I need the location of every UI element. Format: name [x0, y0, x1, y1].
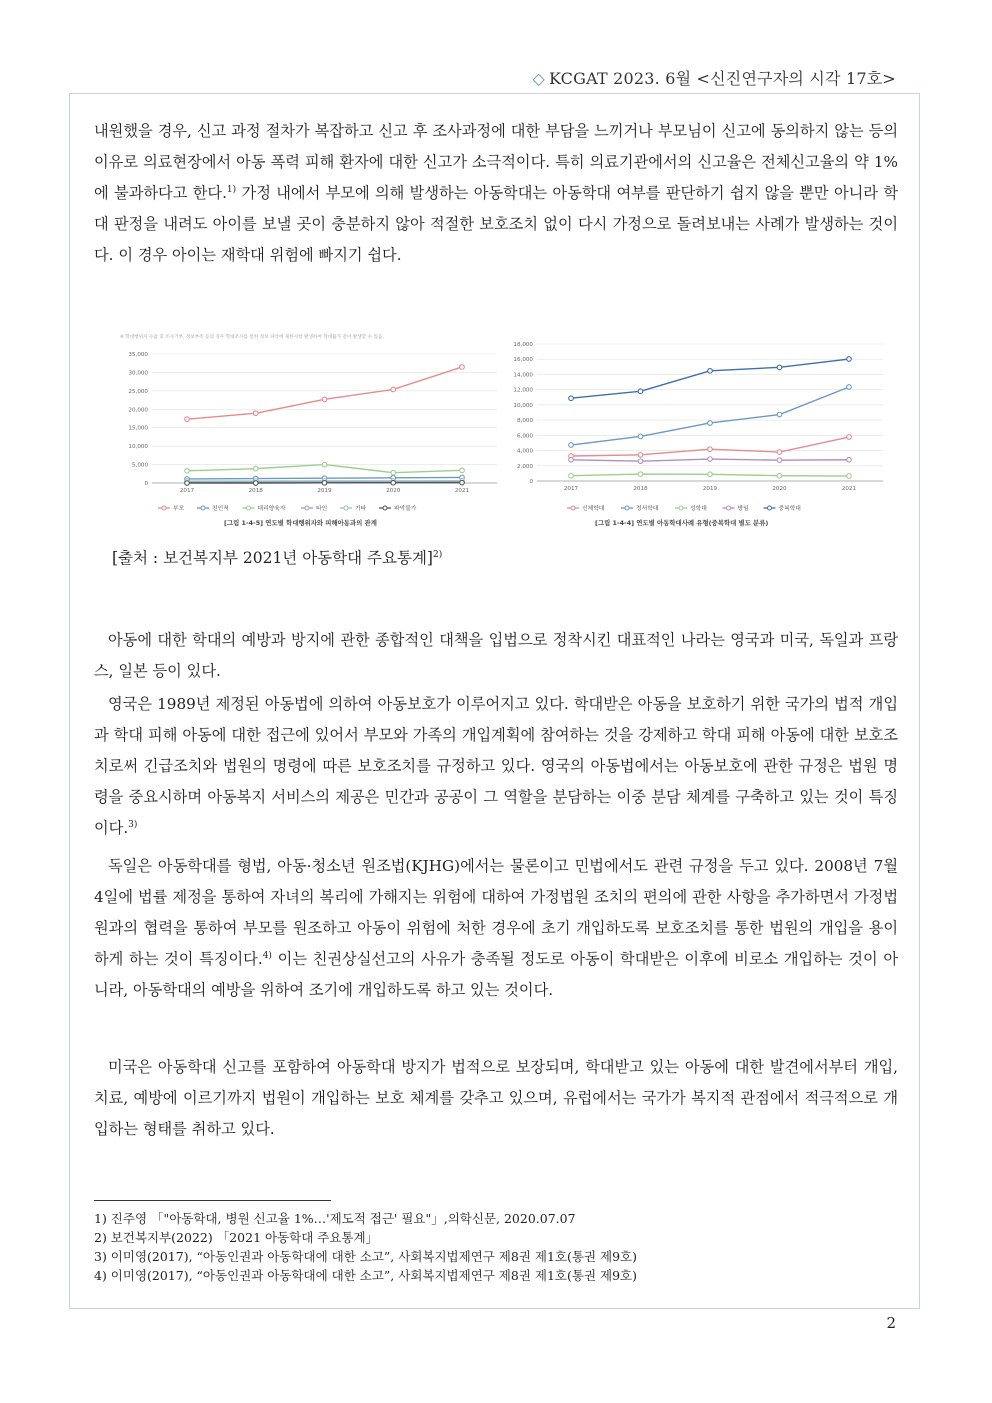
data-point — [708, 472, 713, 477]
footnote-divider — [94, 1200, 331, 1201]
x-tick-label: 2019 — [702, 486, 718, 492]
data-point — [708, 457, 713, 462]
legend-marker — [383, 506, 387, 510]
y-tick-label: 25,000 — [128, 388, 148, 395]
y-tick-label: 16,000 — [513, 357, 533, 364]
data-point — [460, 365, 465, 370]
data-point — [638, 389, 643, 394]
chart-abuse-types — [505, 334, 897, 532]
y-tick-label: 4,000 — [516, 448, 533, 455]
data-point — [847, 457, 852, 462]
legend-label: 대리양육자 — [257, 506, 286, 512]
legend-label: 성학대 — [690, 506, 707, 512]
data-point — [391, 387, 396, 392]
y-tick-label: 0 — [529, 479, 533, 485]
data-point — [253, 466, 258, 471]
x-tick-label: 2021 — [841, 486, 857, 492]
paragraph-text: 가정 내에서 부모에 의해 발생하는 아동학대는 아동학대 여부를 판단하기 쉽지 않을 뿐만 아니라 학대 판정을 내려도 아이를 보낼 곳이 충분하지 않아 적절한 보호조치 없이 다시 가정으로 돌려보내는 사례가 발생하는 것이다. 이 경우 아이는 재학대 위험에 빠지기 쉽다. — [94, 184, 899, 264]
data-point — [847, 435, 852, 440]
chart-note: ※ 학대행위자 수값 및 조사거부, 정보부족 등의 경우 학대조사를 통한 정보 파악에 제한사항 발생하여 학대률가 같이 발생할 수 있음. — [120, 335, 384, 340]
series-line — [571, 359, 849, 398]
y-tick-label: 10,000 — [513, 402, 533, 409]
paragraph-1 — [94, 116, 898, 271]
y-tick-label: 18,000 — [513, 342, 533, 348]
legend-marker — [571, 506, 575, 510]
y-tick-label: 30,000 — [128, 370, 148, 377]
y-tick-label: 20,000 — [128, 407, 148, 414]
paragraph-5: 미국은 아동학대 신고를 포함하여 아동학대 방지가 법적으로 보장되며, 학대받고 있는 아동에 대한 발견에서부터 개입, 치료, 예방에 이르기까지 법원이 개입하는 보호 체계를 갖추고 있으며, 유럽에서는 국가가 복지적 관점에서 적극적으로 개입하는 형태를 취하고 있다. — [94, 1058, 898, 1138]
legend-marker — [162, 506, 166, 510]
legend-marker — [247, 506, 251, 510]
chart-title: [그림 1-4-5] 연도별 학대행위자와 피해아동과의 관계 — [224, 519, 377, 527]
diamond-icon: ◇ — [532, 69, 545, 88]
data-point — [708, 421, 713, 426]
legend-label: 타인 — [316, 506, 328, 512]
legend-marker — [305, 506, 309, 510]
data-point — [460, 480, 465, 485]
data-point — [777, 365, 782, 370]
data-point — [322, 481, 327, 486]
data-point — [569, 396, 574, 401]
data-point — [777, 458, 782, 463]
data-point — [569, 457, 574, 462]
footnote-ref: 3) — [128, 819, 138, 830]
x-tick-label: 2020 — [772, 486, 787, 492]
legend-label: 친인척 — [212, 506, 229, 512]
chart-title: [그림 1-4-4] 연도별 아동학대사례 유형(중복학대 별도 분류) — [595, 519, 769, 527]
y-tick-label: 2,000 — [516, 463, 533, 470]
data-point — [322, 397, 327, 402]
x-tick-label: 2018 — [633, 486, 648, 492]
paragraph-text: 영국은 1989년 제정된 아동법에 의하여 아동보호가 이루어지고 있다. 학대받은 아동을 보호하기 위한 국가의 법적 개입과 학대 피해 아동에 대한 접근에 있어서 부모와 가족의 개입계획에 참여하는 것을 강제하고 학대 피해 아동에 대한 보호조치로써 긴급조치와 법원의 명령에 따른 보호조치를 규정하고 있다. 영국의 아동법에서는 아동보호에 관한 규정은 법원 명령을 중요시하며 아동복지 서비스의 제공은 민간과 공공이 그 역할을 분담하는 이중 분담 체계를 구축하고 있는 것이 특징이다. — [94, 695, 898, 837]
paragraph-text: 내원했을 경우, 신고 과정 절차가 복잡하고 신고 후 조사과정에 대한 부담을 느끼거나 부모님이 신고에 동의하지 않는 등의 이유로 의료현장에서 아동 폭력 피해 환자에 대한 신고가 소극적이다. 특히 의료기관에서의 신고율은 전체신고율의 약 1%에 불과하다고 한다. — [94, 122, 898, 202]
data-point — [847, 385, 852, 390]
legend-label: 방임 — [737, 506, 749, 512]
series-line — [571, 387, 849, 445]
data-point — [569, 473, 574, 478]
data-point — [253, 411, 258, 416]
data-point — [638, 434, 643, 439]
x-tick-label: 2018 — [248, 488, 263, 494]
y-tick-label: 14,000 — [513, 372, 533, 379]
legend-marker — [344, 506, 348, 510]
legend-label: 파악불가 — [394, 506, 417, 512]
footnote-2: 2) 보건복지부(2022) 「2021 아동학대 주요통계」 — [94, 1230, 379, 1245]
figure-caption — [112, 546, 442, 568]
data-point — [391, 480, 396, 485]
y-tick-label: 0 — [144, 481, 148, 487]
data-point — [322, 462, 327, 467]
header-text: KCGAT 2023. 6월 <신진연구자의 시각 17호> — [548, 69, 896, 88]
footnote-ref: 2) — [432, 549, 443, 560]
paragraph-3 — [94, 689, 898, 844]
legend-label: 기타 — [355, 506, 367, 512]
data-point — [847, 474, 852, 479]
data-point — [185, 469, 190, 474]
data-point — [777, 473, 782, 478]
y-tick-label: 5,000 — [131, 462, 148, 469]
x-tick-label: 2019 — [317, 488, 332, 494]
x-tick-label: 2020 — [386, 488, 401, 494]
footnote-4: 4) 이미영(2017), “아동인권과 아동학대에 대한 소고”, 사회복지법제연구 제8권 제1호(통권 제9호) — [94, 1268, 637, 1283]
y-tick-label: 12,000 — [513, 387, 533, 394]
data-point — [777, 450, 782, 455]
legend-marker — [679, 506, 683, 510]
legend-marker — [768, 506, 772, 510]
data-point — [638, 472, 643, 477]
paragraph-2: 아동에 대한 학대의 예방과 방지에 관한 종합적인 대책을 입법으로 정착시킨 대표적인 나라는 영국과 미국, 독일과 프랑스, 일본 등이 있다. — [94, 631, 898, 680]
x-tick-label: 2017 — [179, 488, 195, 494]
legend-label: 부모 — [173, 506, 185, 512]
footnote-ref: 1) — [226, 184, 237, 195]
legend-label: 중복학대 — [778, 506, 801, 512]
data-point — [708, 447, 713, 452]
legend-label: 신체학대 — [582, 506, 605, 512]
y-tick-label: 10,000 — [128, 444, 148, 451]
data-point — [569, 443, 574, 448]
page-number: 2 — [886, 1314, 896, 1332]
paragraph-4 — [94, 851, 898, 1006]
x-tick-label: 2017 — [563, 486, 579, 492]
legend-marker — [727, 506, 731, 510]
data-point — [847, 357, 852, 362]
footnote-1: 1) 진주영 「"아동학대, 병원 신고율 1%…'제도적 접근' 필요"」,의학신문, 2020.07.07 — [94, 1211, 576, 1226]
data-point — [185, 417, 190, 422]
footnote-3: 3) 이미영(2017), “아동인권과 아동학대에 대한 소고”, 사회복지법제연구 제8권 제1호(통권 제9호) — [94, 1249, 637, 1264]
paragraph-text: 이는 친권상실선고의 사유가 충족될 정도로 아동이 학대받은 이후에 비로소 개입하는 것이 아니라, 아동학대의 예방을 위하여 조기에 개입하도록 하고 있는 것이다. — [94, 950, 898, 999]
paragraph-text: 독일은 아동학대를 형법, 아동·청소년 원조법(KJHG)에서는 물론이고 민법에서도 관련 규정을 두고 있다. 2008년 7월 4일에 법률 제정을 통하여 자녀의 복리에 가해지는 위험에 대하여 가정법원 조치의 편의에 관한 사항을 추가하면서 가정법원과의 협력을 통하여 부모를 원조하고 아동이 위험에 처한 경우에 초기 개입하도록 보호조치를 통한 법원의 개입을 용이하게 하는 것이 특징이다. — [94, 857, 898, 968]
x-tick-label: 2021 — [454, 488, 470, 494]
data-point — [708, 369, 713, 374]
y-tick-label: 35,000 — [128, 352, 148, 358]
y-tick-label: 15,000 — [128, 425, 148, 432]
y-tick-label: 6,000 — [516, 433, 533, 440]
series-line — [187, 367, 462, 419]
data-point — [777, 412, 782, 417]
page-header — [532, 66, 896, 89]
data-point — [253, 481, 258, 486]
chart-perpetrator-relation — [112, 326, 504, 532]
data-point — [185, 481, 190, 486]
data-point — [460, 468, 465, 473]
legend-label: 정서학대 — [636, 506, 659, 512]
y-tick-label: 8,000 — [516, 418, 533, 425]
caption-text: [출처 : 보건복지부 2021년 아동학대 주요통계] — [112, 549, 433, 567]
footnote-ref: 4) — [262, 950, 272, 961]
data-point — [638, 459, 643, 464]
legend-marker — [625, 506, 629, 510]
legend-marker — [201, 506, 205, 510]
data-point — [638, 453, 643, 458]
data-point — [391, 470, 396, 475]
